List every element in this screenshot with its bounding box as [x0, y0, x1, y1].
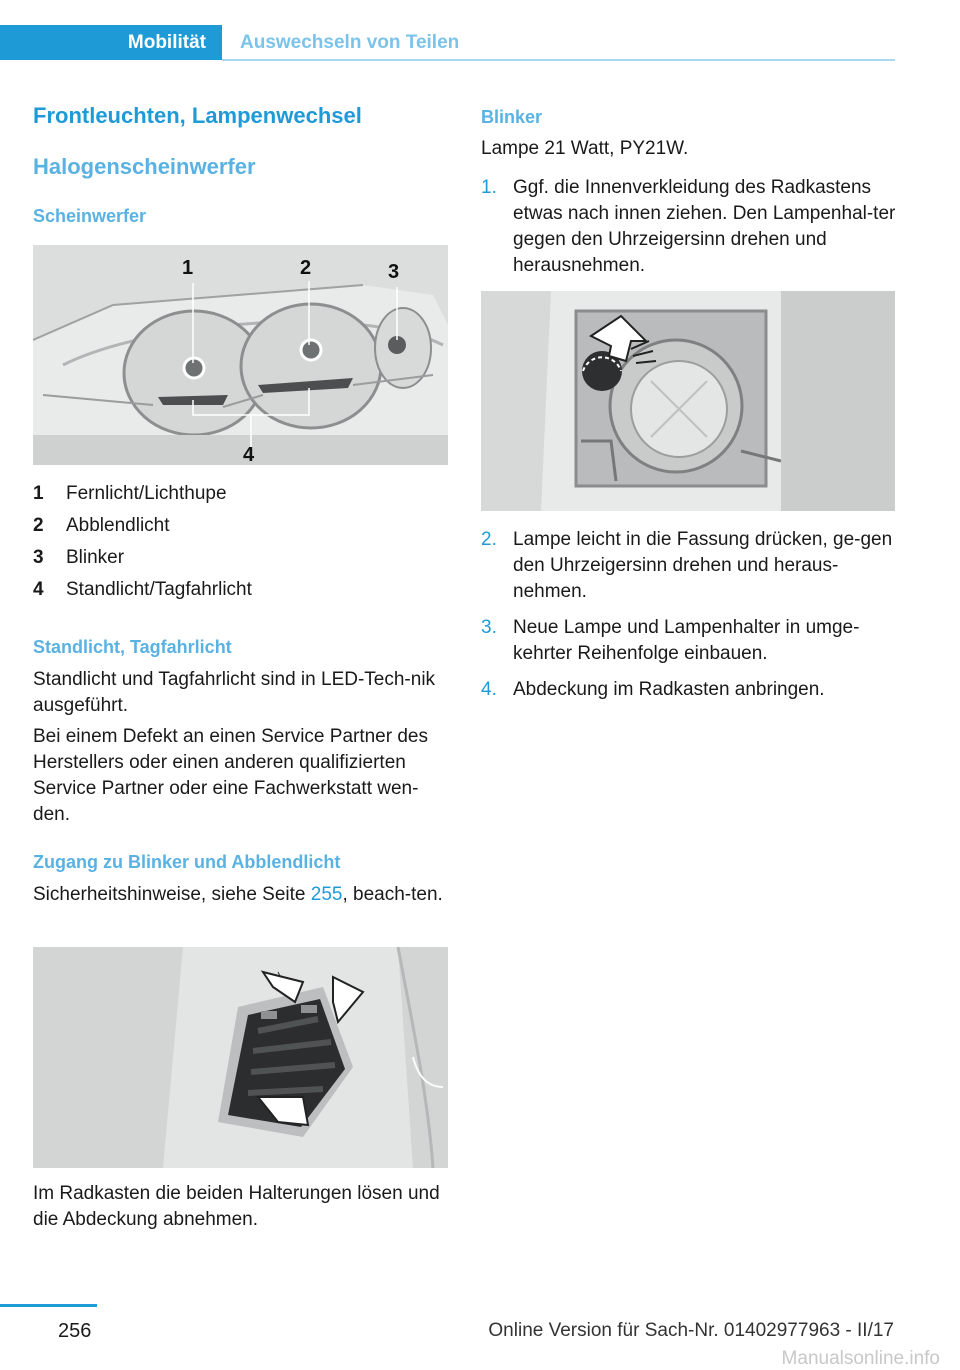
standlicht-paragraph-1: Standlicht und Tagfahrlicht sind in LED-Tech-nik ausgeführt. [33, 669, 436, 716]
list-item [481, 527, 897, 605]
step-number: 2. [481, 529, 497, 550]
zugang-text-end: , beach-ten. [342, 884, 443, 905]
legend-number: 1 [33, 483, 44, 504]
callout-1: 1 [182, 257, 194, 279]
legend-number: 4 [33, 579, 44, 600]
step-number: 1. [481, 177, 497, 198]
legend-item [33, 510, 448, 542]
callout-4: 4 [243, 444, 255, 465]
step-list-1 [481, 175, 897, 289]
step-list-2 [481, 527, 897, 713]
step-text: Lampe leicht in die Fassung drücken, ge-gen den Uhrzeigersinn drehen und heraus-nehmen. [513, 529, 893, 602]
legend-item [33, 574, 448, 606]
header-tabbar [0, 25, 895, 62]
headlight-figure [33, 245, 448, 465]
step-text: Abdeckung im Radkasten anbringen. [513, 679, 825, 700]
bulb-holder-illustration [481, 291, 895, 511]
callout-3: 3 [388, 261, 400, 283]
step-text: Ggf. die Innenverkleidung des Radkastens etwas nach innen ziehen. Den Lampenhal-ter gegen den Uhrzeigersinn drehen und herausnehmen. [513, 177, 896, 276]
headlight-illustration [33, 245, 448, 465]
blinker-heading: Blinker [481, 107, 543, 127]
wheel-arch-caption: Im Radkasten die beiden Halterungen lösen und die Abdeckung abnehmen. [33, 1183, 440, 1230]
list-item [481, 615, 897, 667]
step-number: 3. [481, 617, 497, 638]
legend-text: Abblendlicht [66, 515, 170, 536]
legend-text: Fernlicht/Lichthupe [66, 483, 227, 504]
zugang-paragraph [33, 882, 448, 908]
figure-legend [33, 478, 448, 606]
legend-item [33, 542, 448, 574]
wheel-arch-illustration [33, 947, 448, 1168]
legend-item [33, 478, 448, 510]
tab-mobilitaet[interactable]: Mobilität [0, 25, 222, 60]
page-link-255[interactable]: 255 [310, 884, 343, 905]
callout-2: 2 [300, 257, 312, 279]
legend-number: 2 [33, 515, 44, 536]
blinker-text: Lampe 21 Watt, PY21W. [481, 138, 689, 159]
page-number: 256 [58, 1320, 92, 1342]
tab-divider [222, 59, 895, 61]
zugang-heading: Zugang zu Blinker und Abblendlicht [33, 852, 341, 872]
watermark: Manualsonline.info [781, 1348, 940, 1369]
legend-number: 3 [33, 547, 44, 568]
subsection-title: Scheinwerfer [33, 206, 147, 226]
tab-auswechseln-von-teilen[interactable]: Auswechseln von Teilen [240, 31, 460, 53]
bulb-holder-figure [481, 291, 895, 511]
online-version-note: Online Version für Sach-Nr. 01402977963 - II/17 [488, 1320, 894, 1341]
legend-text: Standlicht/Tagfahrlicht [66, 579, 252, 600]
section-title: Halogenscheinwerfer [33, 154, 256, 179]
footer-accent-line [0, 1304, 97, 1307]
step-number: 4. [481, 679, 497, 700]
standlicht-paragraph-2: Bei einem Defekt an einen Service Partner des Herstellers oder einen anderen qualifizierten Service Partner oder eine Fachwerkstatt wen-den. [33, 726, 428, 825]
standlicht-heading: Standlicht, Tagfahrlicht [33, 637, 232, 657]
list-item [481, 677, 897, 703]
zugang-text: Sicherheitshinweise, siehe Seite [33, 884, 311, 905]
page-title: Frontleuchten, Lampenwechsel [33, 103, 362, 128]
wheel-arch-figure [33, 947, 448, 1168]
list-item [481, 175, 897, 279]
legend-text: Blinker [66, 547, 125, 568]
step-text: Neue Lampe und Lampenhalter in umge-kehrter Reihenfolge einbauen. [513, 617, 860, 664]
